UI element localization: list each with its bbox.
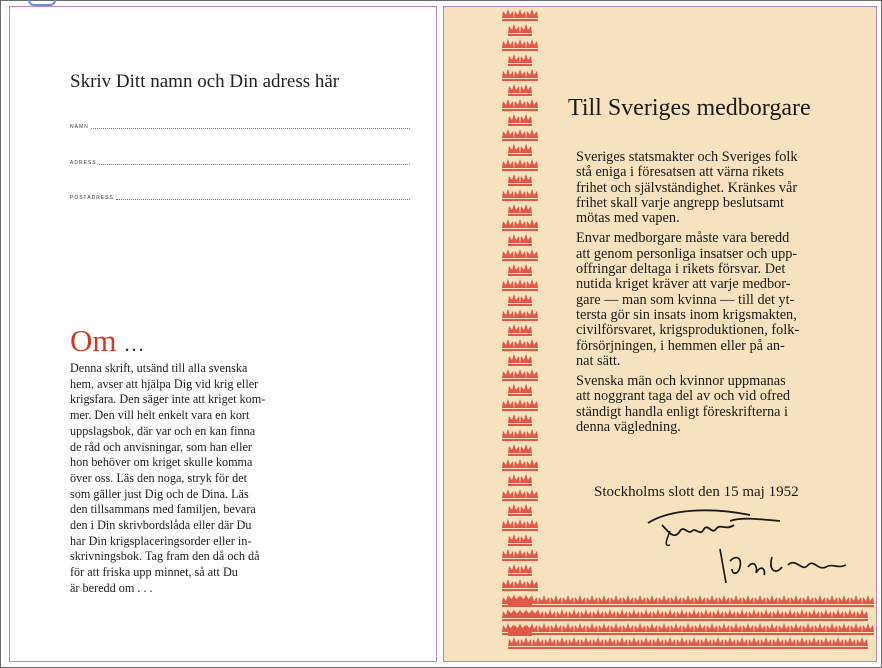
crown-icon — [844, 637, 856, 649]
crown-icon — [520, 564, 532, 576]
om-body-line: för att friska upp minnet, så att Du — [70, 565, 238, 580]
crown-icon — [598, 595, 610, 607]
crown-icon — [508, 564, 520, 576]
crown-icon — [538, 623, 550, 635]
crown-icon — [526, 623, 538, 635]
crown-icon — [520, 114, 532, 126]
crown-icon — [502, 159, 514, 171]
crown-icon — [688, 637, 700, 649]
crown-icon — [682, 595, 694, 607]
crown-icon — [694, 595, 706, 607]
om-body-line: Denna skrift, utsänd till alla svenska — [70, 361, 248, 375]
proclamation-line: ständigt handla enligt föreskrifterna i — [576, 403, 789, 420]
crown-icon — [736, 637, 748, 649]
om-title: Om — [70, 323, 117, 358]
crown-icon — [508, 414, 520, 426]
om-body-line: uppslagsbok, där var och en kan finna — [70, 423, 256, 438]
crown-icon — [562, 595, 574, 607]
crown-icon — [760, 609, 772, 621]
crown-icon — [550, 623, 562, 635]
crown-icon — [514, 459, 526, 471]
crown-icon — [544, 637, 556, 649]
address-field — [70, 156, 410, 166]
crown-icon — [514, 549, 526, 561]
proclamation-line: offringar deltaga i rikets försvar. Det — [576, 261, 786, 278]
crown-icon — [604, 609, 616, 621]
crown-icon — [730, 623, 742, 635]
crown-icon — [526, 579, 538, 591]
crown-icon — [676, 637, 688, 649]
right-page — [443, 6, 877, 662]
crown-icon — [502, 39, 514, 51]
crown-icon — [592, 609, 604, 621]
proclamation-line: denna vägledning. — [576, 419, 681, 436]
crown-icon — [508, 354, 520, 366]
crown-icon — [520, 24, 532, 36]
crown-icon — [526, 399, 538, 411]
crown-icon — [574, 595, 586, 607]
crown-icon — [562, 623, 574, 635]
signature-minister-icon — [706, 545, 856, 587]
crown-icon — [520, 54, 532, 66]
crown-icon — [526, 369, 538, 381]
proclamation-line: Envar medborgare måste vara beredd — [576, 230, 790, 247]
crown-icon — [508, 609, 520, 621]
crown-icon — [502, 309, 514, 321]
proclamation-paragraph — [576, 374, 840, 435]
crown-icon — [526, 129, 538, 141]
crown-icon — [766, 595, 778, 607]
crown-icon — [544, 609, 556, 621]
crown-icon — [508, 637, 520, 649]
crown-icon — [706, 623, 718, 635]
om-body-line: den tillsammans med familjen, bevara — [70, 502, 256, 517]
crown-icon — [724, 637, 736, 649]
crown-icon — [526, 249, 538, 261]
om-body-line: hem, avser att hjälpa Dig vid krig eller — [70, 376, 259, 391]
crown-icon — [826, 595, 838, 607]
crown-icon — [526, 549, 538, 561]
crown-icon — [514, 309, 526, 321]
crown-icon — [520, 354, 532, 366]
proclamation-text — [576, 150, 840, 440]
crown-icon — [838, 623, 850, 635]
crown-icon — [508, 474, 520, 486]
crown-icon — [508, 84, 520, 96]
crown-icon — [514, 369, 526, 381]
crown-icon — [610, 595, 622, 607]
crown-icon — [700, 637, 712, 649]
crown-icon — [796, 637, 808, 649]
crown-icon — [796, 609, 808, 621]
crown-icon — [502, 189, 514, 201]
crown-icon — [520, 384, 532, 396]
om-heading — [70, 323, 146, 359]
address-field-line — [99, 164, 410, 165]
crown-icon — [502, 549, 514, 561]
crown-icon — [808, 637, 820, 649]
crown-icon — [658, 623, 670, 635]
proclamation-line: stå eniga i föresatsen att värna rikets — [576, 164, 785, 181]
crown-icon — [502, 69, 514, 81]
crown-icon — [622, 623, 634, 635]
crown-icon — [772, 637, 784, 649]
crown-icon — [820, 609, 832, 621]
crown-icon — [754, 623, 766, 635]
crown-icon — [784, 609, 796, 621]
crown-icon — [682, 623, 694, 635]
crown-border — [502, 7, 540, 662]
crown-icon — [748, 637, 760, 649]
crown-icon — [688, 609, 700, 621]
crown-icon — [502, 399, 514, 411]
crown-icon — [598, 623, 610, 635]
crown-icon — [502, 219, 514, 231]
crown-icon — [508, 384, 520, 396]
crown-icon — [514, 595, 526, 607]
crown-icon — [850, 623, 862, 635]
crown-icon — [514, 249, 526, 261]
crown-icon — [778, 623, 790, 635]
crown-icon — [556, 637, 568, 649]
crown-icon — [694, 623, 706, 635]
crown-icon — [856, 609, 868, 621]
crown-icon — [526, 279, 538, 291]
proclamation-paragraph — [576, 150, 840, 226]
crown-icon — [520, 534, 532, 546]
crown-icon — [766, 623, 778, 635]
om-body-line: krigsfara. Den säger inte att kriget kom- — [70, 392, 266, 407]
crown-icon — [514, 69, 526, 81]
proclamation-line: frihet och självständighet. Kränkes vår — [576, 179, 798, 196]
crown-icon — [592, 637, 604, 649]
crown-icon — [526, 519, 538, 531]
proclamation-line: att genom personliga insatser och upp- — [576, 245, 798, 262]
crown-icon — [520, 234, 532, 246]
crown-icon — [580, 637, 592, 649]
crown-icon — [514, 39, 526, 51]
om-body-text — [70, 361, 310, 597]
crown-icon — [568, 609, 580, 621]
proclamation-title: Till Sveriges medborgare — [568, 95, 811, 121]
crown-icon — [502, 369, 514, 381]
crown-icon — [568, 637, 580, 649]
crown-icon — [526, 69, 538, 81]
crown-icon — [862, 595, 874, 607]
crown-icon — [502, 429, 514, 441]
crown-icon — [508, 144, 520, 156]
crown-icon — [814, 595, 826, 607]
proclamation-line: Sveriges statsmakter och Sveriges folk — [576, 149, 798, 165]
proclamation-line: frihet skall varje angrepp beslutsamt — [576, 194, 785, 211]
om-dots: ... — [124, 334, 146, 356]
crown-icon — [616, 609, 628, 621]
crown-icon — [508, 264, 520, 276]
crown-icon — [538, 595, 550, 607]
proclamation-paragraph — [576, 231, 840, 369]
crown-icon — [712, 637, 724, 649]
crown-icon — [520, 474, 532, 486]
crown-icon — [526, 339, 538, 351]
crown-icon — [610, 623, 622, 635]
crown-icon — [502, 489, 514, 501]
crown-icon — [586, 595, 598, 607]
om-body-line: är beredd om . . . — [70, 580, 153, 595]
crown-icon — [826, 623, 838, 635]
crown-icon — [520, 294, 532, 306]
signature-king-icon — [640, 501, 790, 551]
name-field — [70, 120, 410, 130]
address-heading: Skriv Ditt namn och Din adress här — [70, 71, 340, 92]
crown-icon — [514, 129, 526, 141]
crown-icon — [508, 534, 520, 546]
om-body-line: som gäller just Dig och de Dina. Läs — [70, 486, 249, 501]
crown-icon — [670, 595, 682, 607]
crown-icon — [784, 637, 796, 649]
crown-icon — [514, 429, 526, 441]
crown-icon — [844, 609, 856, 621]
crown-icon — [832, 637, 844, 649]
left-page — [9, 6, 437, 662]
crown-icon — [718, 595, 730, 607]
crown-icon — [526, 595, 538, 607]
crown-icon — [526, 9, 538, 21]
crown-icon — [736, 609, 748, 621]
crown-icon — [664, 609, 676, 621]
name-field-label: NAMN — [70, 124, 89, 130]
proclamation-line: försörjningen, i hemmen eller på an- — [576, 337, 785, 354]
crown-icon — [526, 219, 538, 231]
crown-icon — [526, 309, 538, 321]
crown-icon — [514, 99, 526, 111]
crown-icon — [622, 595, 634, 607]
crown-icon — [640, 637, 652, 649]
crown-icon — [502, 459, 514, 471]
crown-icon — [670, 623, 682, 635]
crown-icon — [814, 623, 826, 635]
crown-icon — [514, 219, 526, 231]
crown-icon — [550, 595, 562, 607]
crown-icon — [658, 595, 670, 607]
crown-icon — [514, 579, 526, 591]
crown-icon — [502, 579, 514, 591]
crown-icon — [718, 623, 730, 635]
crown-icon — [520, 637, 532, 649]
crown-icon — [526, 159, 538, 171]
proclamation-line: mötas med vapen. — [576, 210, 680, 227]
crown-icon — [628, 609, 640, 621]
crown-icon — [856, 637, 868, 649]
crown-icon — [526, 429, 538, 441]
crown-icon — [634, 595, 646, 607]
crown-icon — [520, 414, 532, 426]
crown-icon — [742, 595, 754, 607]
crown-icon — [502, 339, 514, 351]
crown-icon — [508, 294, 520, 306]
crown-icon — [712, 609, 724, 621]
crown-icon — [532, 637, 544, 649]
crown-icon — [526, 39, 538, 51]
crown-icon — [520, 84, 532, 96]
crown-icon — [520, 204, 532, 216]
postal-address-field-label: POSTADRESS — [70, 195, 114, 201]
crown-icon — [652, 609, 664, 621]
proclamation-line: civilförsvaret, krigsproduktionen, folk- — [576, 322, 800, 339]
crown-icon — [850, 595, 862, 607]
crown-icon — [520, 144, 532, 156]
crown-icon — [508, 504, 520, 516]
crown-icon — [502, 249, 514, 261]
crown-icon — [586, 623, 598, 635]
crown-icon — [748, 609, 760, 621]
crown-icon — [532, 609, 544, 621]
crown-icon — [520, 174, 532, 186]
crown-icon — [514, 519, 526, 531]
crown-icon — [802, 623, 814, 635]
crown-icon — [640, 609, 652, 621]
crown-icon — [508, 54, 520, 66]
om-body-line: har Din krigsplaceringsorder eller in- — [70, 533, 252, 548]
crown-icon — [508, 234, 520, 246]
crown-icon — [514, 189, 526, 201]
crown-icon — [520, 324, 532, 336]
crown-icon — [580, 609, 592, 621]
om-body-line: över oss. Läs den noga, stryk för det — [70, 470, 248, 485]
crown-icon — [700, 609, 712, 621]
crown-icon — [790, 623, 802, 635]
om-body-line: mer. Den vill helt enkelt vara en kort — [70, 408, 250, 423]
crown-icon — [526, 189, 538, 201]
crown-icon — [628, 637, 640, 649]
postal-address-field — [70, 191, 410, 201]
crown-icon — [676, 609, 688, 621]
crown-icon — [520, 609, 532, 621]
crown-icon — [514, 279, 526, 291]
crown-icon — [526, 99, 538, 111]
crown-icon — [508, 444, 520, 456]
crown-icon — [502, 9, 514, 21]
crown-icon — [616, 637, 628, 649]
crown-icon — [508, 174, 520, 186]
crown-icon — [502, 623, 514, 635]
crown-icon — [514, 399, 526, 411]
crown-icon — [646, 623, 658, 635]
crown-icon — [604, 637, 616, 649]
crown-icon — [508, 204, 520, 216]
crown-icon — [652, 637, 664, 649]
crown-icon — [508, 114, 520, 126]
crown-icon — [706, 595, 718, 607]
proclamation-line: att noggrant taga del av och vid ofred — [576, 388, 790, 405]
crown-icon — [808, 609, 820, 621]
crown-icon — [778, 595, 790, 607]
dateline: Stockholms slott den 15 maj 1952 — [594, 484, 799, 500]
crown-icon — [664, 637, 676, 649]
om-body-line: den i Din skrivbordslåda eller där Du — [70, 518, 252, 533]
crown-icon — [520, 444, 532, 456]
crown-icon — [802, 595, 814, 607]
crown-icon — [514, 9, 526, 21]
crown-icon — [526, 489, 538, 501]
address-field-label: ADRESS — [70, 160, 97, 166]
crown-icon — [508, 324, 520, 336]
crown-icon — [754, 595, 766, 607]
crown-icon — [724, 609, 736, 621]
om-body-line: hon behöver om kriget skulle komma — [70, 455, 253, 470]
crown-icon — [502, 279, 514, 291]
proclamation-line: nat sätt. — [576, 352, 621, 369]
crown-icon — [520, 264, 532, 276]
crown-icon — [760, 637, 772, 649]
crown-icon — [556, 609, 568, 621]
crown-icon — [574, 623, 586, 635]
crown-icon — [502, 595, 514, 607]
proclamation-line: nutida kriget kräver att varje medbor- — [576, 276, 791, 293]
crown-icon — [790, 595, 802, 607]
crown-icon — [502, 129, 514, 141]
om-body-line: de råd och anvisningar, som han eller — [70, 439, 252, 454]
crown-icon — [520, 504, 532, 516]
crown-icon — [526, 459, 538, 471]
crown-icon — [820, 637, 832, 649]
proclamation-line: tersta gör sin insats inom krigsmakten, — [576, 306, 797, 323]
name-field-line — [91, 128, 410, 129]
crown-icon — [502, 99, 514, 111]
postal-address-field-line — [116, 199, 410, 200]
crown-icon — [514, 339, 526, 351]
crown-icon — [742, 623, 754, 635]
crown-icon — [502, 519, 514, 531]
crown-icon — [838, 595, 850, 607]
crown-icon — [514, 623, 526, 635]
crown-icon — [772, 609, 784, 621]
crown-icon — [646, 595, 658, 607]
crown-icon — [508, 24, 520, 36]
om-body-line: skrivningsbok. Tag fram den då och då — [70, 549, 260, 564]
crown-icon — [514, 159, 526, 171]
crown-icon — [730, 595, 742, 607]
crown-icon — [832, 609, 844, 621]
proclamation-line: gare — man som kvinna — till det yt- — [576, 291, 795, 308]
crown-border-bottom — [502, 593, 877, 653]
crown-icon — [514, 489, 526, 501]
crown-icon — [634, 623, 646, 635]
proclamation-line: Svenska män och kvinnor uppmanas — [576, 373, 786, 390]
crown-icon — [862, 623, 874, 635]
